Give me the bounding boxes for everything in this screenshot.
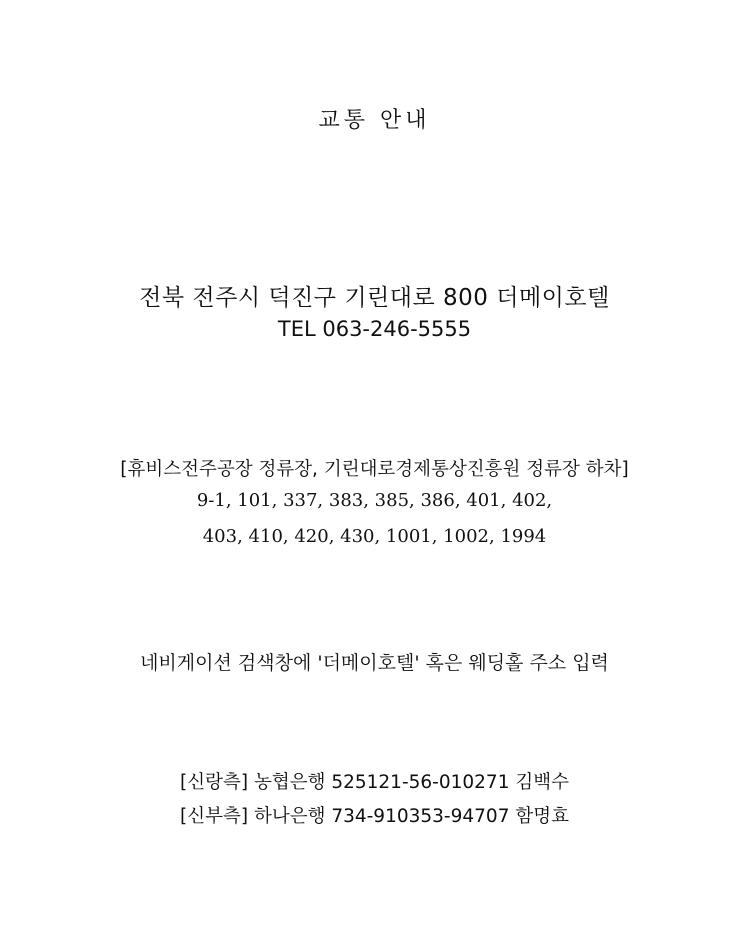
bride-account: [신부측] 하나은행 734-910353-94707 함명효	[180, 806, 569, 827]
venue-address: 전북 전주시 덕진구 기린대로 800 더메이호텔	[139, 285, 610, 311]
navigation-instruction: 네비게이션 검색창에 '더메이호텔' 혹은 웨딩홀 주소 입력	[140, 652, 609, 674]
venue-phone: TEL 063-246-5555	[277, 317, 472, 341]
bus-routes-line-1: 9-1, 101, 337, 383, 385, 386, 401, 402,	[196, 490, 553, 511]
bus-routes-line-2: 403, 410, 420, 430, 1001, 1002, 1994	[202, 526, 547, 547]
groom-account: [신랑측] 농협은행 525121-56-010271 김백수	[180, 772, 569, 793]
bus-stops: [휴비스전주공장 정류장, 기린대로경제통상진흥원 정류장 하차]	[120, 459, 629, 480]
page-title: 교통 안내	[318, 108, 431, 133]
